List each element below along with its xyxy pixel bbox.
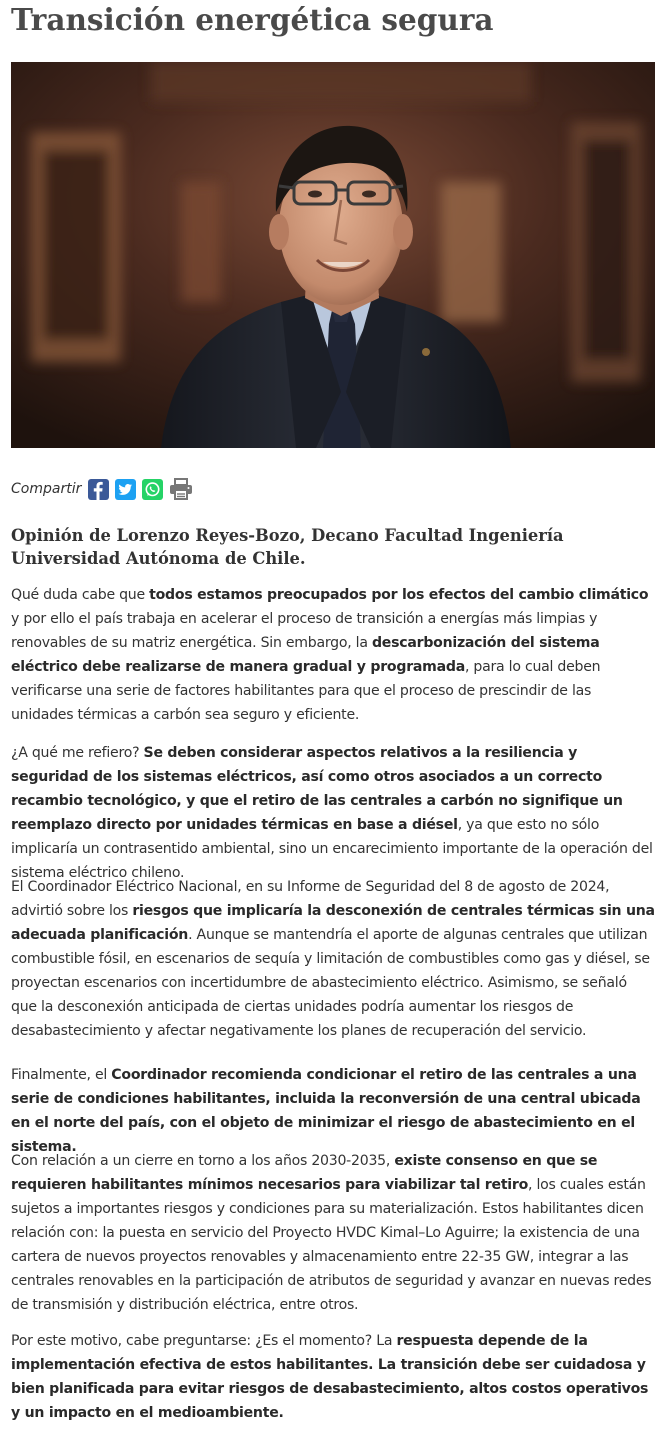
article-title: Transición energética segura — [11, 2, 494, 37]
bold-text-segment: Se deben considerar aspectos relativos a la resiliencia y seguridad de los sistemas eléctricos, así como otros asociados a un correcto recambio tecnológico, y que el retiro de las centrales a carbón no signifique un reemplazo directo por unidades térmicas en base a diésel — [11, 745, 623, 833]
text-segment: , los cuales están sujetos a importantes riesgos y condiciones para su materialización. Estos habilitantes dicen relación con: la puesta en servicio del Proyecto HVDC Kimal–Lo Aguirre; la existencia de una cartera de nuevos proyectos renovables y almacenamiento entre 22-35 GW, integrar a las centrales renovables en la participación de atributos de seguridad y avanzar en nuevas redes de transmisión y distribución eléctrica, entre otros. — [11, 1177, 652, 1313]
bold-text-segment: riesgos que implicaría la desconexión de centrales térmicas sin una adecuada planificación — [11, 903, 655, 943]
share-label: Compartir — [11, 481, 82, 497]
bold-text-segment: existe consenso en que se requieren habilitantes mínimos necesarios para viabilizar tal retiro — [11, 1153, 598, 1193]
whatsapp-icon[interactable] — [142, 479, 163, 500]
text-segment: Qué duda cabe que — [11, 587, 150, 603]
text-segment: , para lo cual deben verificarse una serie de factores habilitantes para que el proceso de prescindir de las unidades térmicas a carbón sea seguro y eficiente. — [11, 659, 601, 723]
bold-text-segment: respuesta depende de la implementación efectiva de estos habilitantes. La transición debe ser cuidadosa y bien planificada para evitar riesgos de desabastecimiento, altos costos operativos y un impacto en el medioambiente. — [11, 1333, 649, 1421]
text-segment: El Coordinador Eléctrico Nacional, en su Informe de Seguridad del 8 de agosto de 2024, advirtió sobre los — [11, 879, 610, 919]
text-segment: ¿A qué me refiero? — [11, 745, 144, 761]
text-segment: . Aunque se mantendría el aporte de algunas centrales que utilizan combustible fósil, en escenarios de sequía y limitación de combustibles como gas y diésel, se proyectan escenarios con incertidumbre de abastecimiento eléctrico. Asimismo, se señaló que la desconexión anticipada de ciertas unidades podría aumentar los riesgos de desabastecimiento y afectar negativamente los planes de recuperación del servicio. — [11, 927, 650, 1039]
paragraph-5 — [11, 1149, 655, 1317]
text-segment: Con relación a un cierre en torno a los años 2030-2035, — [11, 1153, 395, 1169]
hero-image — [11, 62, 655, 448]
bold-text-segment: todos estamos preocupados por los efectos del cambio climático — [149, 587, 649, 603]
paragraph-2 — [11, 741, 655, 885]
article-byline: Opinión de Lorenzo Reyes-Bozo, Decano Facultad Ingeniería Universidad Autónoma de Chile. — [11, 526, 564, 568]
bold-text-segment: descarbonización del sistema eléctrico debe realizarse de manera gradual y programada — [11, 635, 600, 675]
facebook-icon[interactable] — [88, 479, 109, 500]
text-segment: Por este motivo, cabe preguntarse: ¿Es el momento? La — [11, 1333, 397, 1349]
share-bar — [11, 476, 199, 502]
text-segment: , ya que esto no sólo implicaría un contrasentido ambiental, sino un encarecimiento importante de la operación del sistema eléctrico chileno. — [11, 817, 653, 881]
paragraph-3 — [11, 875, 655, 1043]
twitter-icon[interactable] — [115, 479, 136, 500]
paragraph-4 — [11, 1063, 655, 1159]
print-icon[interactable] — [169, 479, 193, 500]
paragraph-6 — [11, 1329, 655, 1425]
portrait-illustration — [11, 62, 655, 448]
text-segment: y por ello el país trabaja en acelerar el proceso de transición a energías más limpias y renovables de su matriz energética. Sin embargo, la — [11, 611, 598, 651]
bold-text-segment: Coordinador recomienda condicionar el retiro de las centrales a una serie de condiciones habilitantes, incluida la reconversión de una central ubicada en el norte del país, con el objeto de minimizar el riesgo de abastecimiento en el sistema. — [11, 1067, 641, 1155]
paragraph-1 — [11, 583, 655, 727]
text-segment: Finalmente, el — [11, 1067, 112, 1083]
